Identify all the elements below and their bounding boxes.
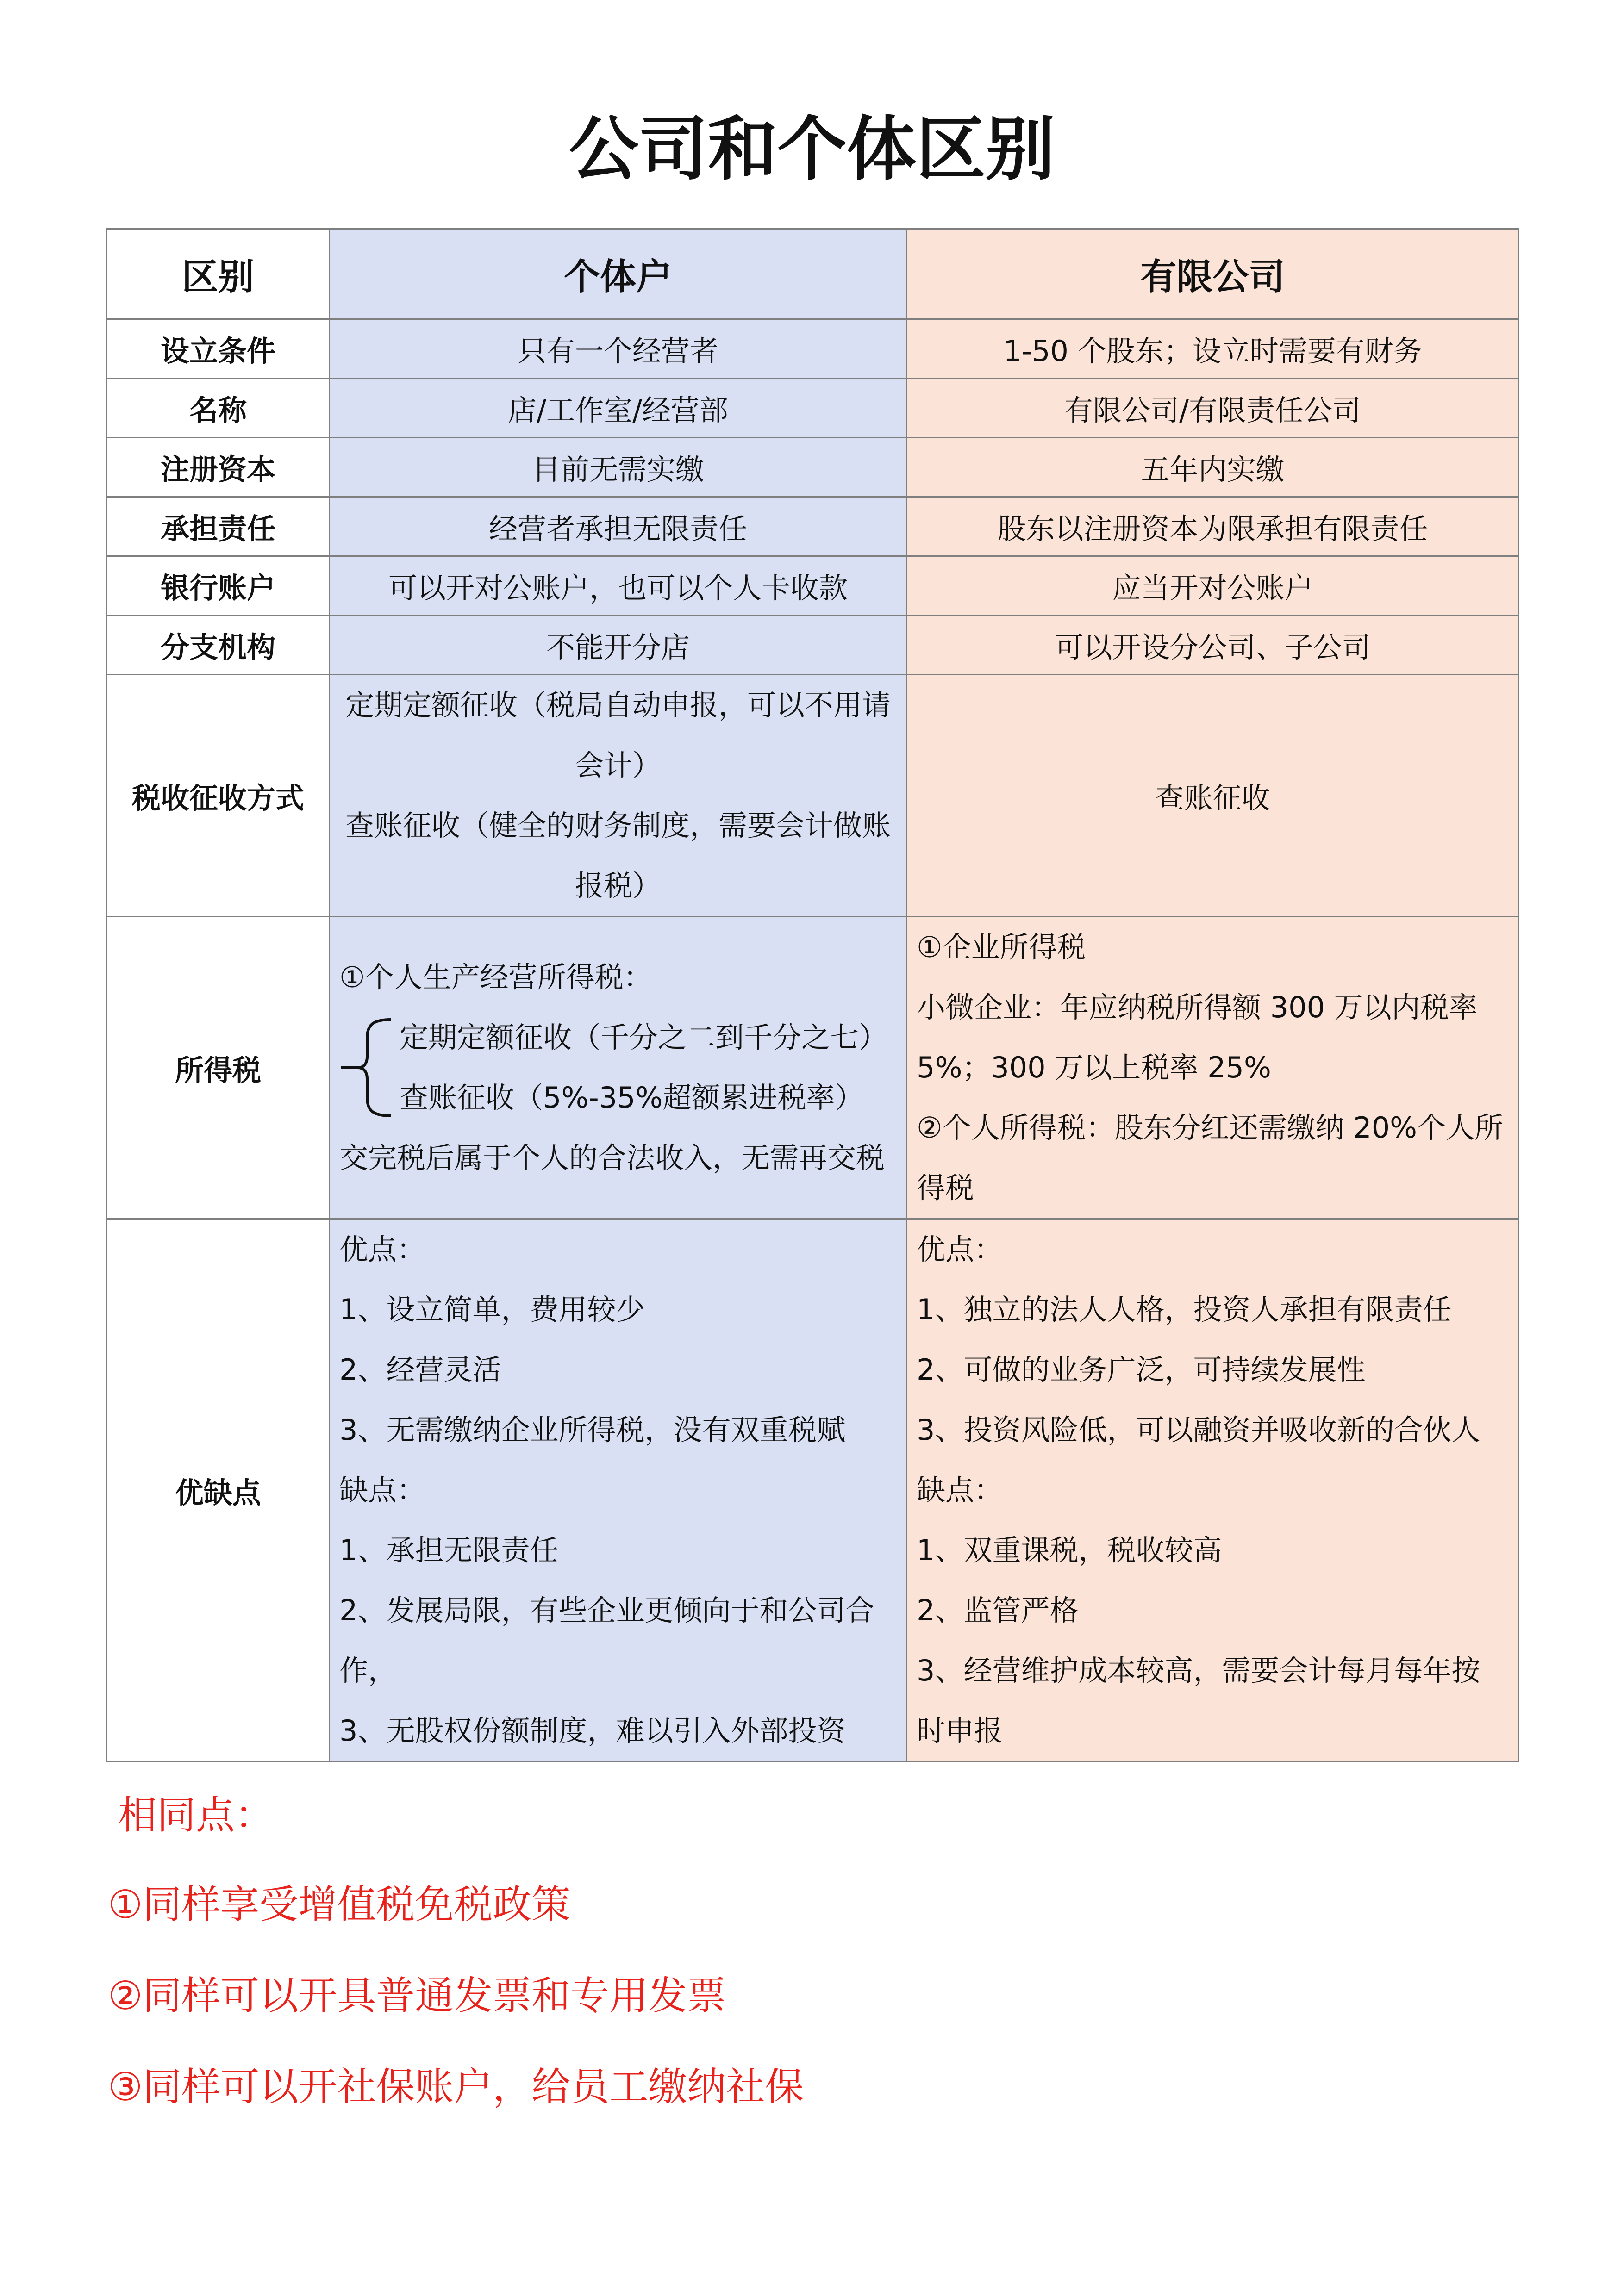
list-item: 1、承担无限责任 xyxy=(339,1533,559,1567)
individual-cell xyxy=(330,675,907,917)
brace-icon xyxy=(339,1016,395,1120)
list-item: 1、设立简单，费用较少 xyxy=(339,1293,645,1326)
list-item: 2、可做的业务广泛，可持续发展性 xyxy=(917,1353,1366,1387)
company-cell: 股东以注册资本为限承担有限责任 xyxy=(907,497,1519,556)
list-item: 1、双重课税，税收较高 xyxy=(917,1533,1222,1567)
row-label: 银行账户 xyxy=(107,556,330,616)
list-item: 2、经营灵活 xyxy=(339,1353,501,1387)
list-item: 3、经营维护成本较高，需要会计每月每年按时申报 xyxy=(917,1654,1480,1748)
individual-cell: 可以开对公账户，也可以个人卡收款 xyxy=(330,556,907,616)
same-point-item: ③同样可以开社保账户，给员工缴纳社保 xyxy=(108,2064,804,2109)
table-row xyxy=(107,616,1519,675)
list-item: 缺点： xyxy=(339,1473,426,1507)
income-tax-branches xyxy=(339,1008,897,1128)
company-dividend-tax: ②个人所得税：股东分红还需缴纳 20%个人所得税 xyxy=(917,1111,1504,1205)
tax-method-fixed: 定期定额征收（税局自动申报，可以不用请会计） xyxy=(345,688,891,782)
company-cell: 五年内实缴 xyxy=(907,438,1519,497)
comparison-table xyxy=(106,228,1519,1762)
row-label: 分支机构 xyxy=(107,616,330,675)
company-cell: 应当开对公账户 xyxy=(907,556,1519,616)
income-tax-row xyxy=(107,917,1519,1219)
list-item: 3、无股权份额制度，难以引入外部投资 xyxy=(339,1714,846,1748)
company-income-tax-title: ①企业所得税 xyxy=(917,930,1086,964)
table-row xyxy=(107,556,1519,616)
company-cell xyxy=(907,1219,1519,1762)
row-label: 注册资本 xyxy=(107,438,330,497)
list-item: 3、无需缴纳企业所得税，没有双重税赋 xyxy=(339,1413,846,1447)
individual-cell xyxy=(330,1219,907,1762)
tax-method-audit: 查账征收（健全的财务制度，需要会计做账报税） xyxy=(345,809,891,902)
list-item: 2、监管严格 xyxy=(917,1593,1079,1627)
list-item: 2、发展局限，有些企业更倾向于和公司合作， xyxy=(339,1593,874,1687)
company-cell: 查账征收 xyxy=(907,675,1519,917)
same-points-heading: 相同点： xyxy=(118,1792,274,1838)
same-point-item: ①同样享受增值税免税政策 xyxy=(108,1882,571,1927)
table-row xyxy=(107,319,1519,379)
header-individual: 个体户 xyxy=(330,229,907,319)
table-row xyxy=(107,438,1519,497)
company-cell xyxy=(907,917,1519,1219)
list-item: 1、独立的法人人格，投资人承担有限责任 xyxy=(917,1293,1452,1326)
list-item: 优点： xyxy=(339,1232,426,1266)
company-cell: 可以开设分公司、子公司 xyxy=(907,616,1519,675)
header-category: 区别 xyxy=(107,229,330,319)
income-tax-note: 交完税后属于个人的合法收入，无需再交税 xyxy=(339,1141,885,1175)
pros-cons-row xyxy=(107,1219,1519,1762)
list-item: 3、投资风险低，可以融资并吸收新的合伙人 xyxy=(917,1413,1480,1447)
row-label: 设立条件 xyxy=(107,319,330,379)
same-point-item: ②同样可以开具普通发票和专用发票 xyxy=(108,1973,726,2018)
company-cell: 1-50 个股东；设立时需要有财务 xyxy=(907,319,1519,379)
individual-cell: 目前无需实缴 xyxy=(330,438,907,497)
income-tax-heading: ①个人生产经营所得税： xyxy=(339,960,652,994)
company-cell: 有限公司/有限责任公司 xyxy=(907,379,1519,438)
income-tax-branch-audit: 查账征收（5%-35%超额累进税率） xyxy=(400,1081,864,1114)
row-label: 优缺点 xyxy=(107,1219,330,1762)
individual-cell: 只有一个经营者 xyxy=(330,319,907,379)
table-row xyxy=(107,497,1519,556)
row-label: 税收征收方式 xyxy=(107,675,330,917)
company-income-tax-rates: 小微企业：年应纳税所得额 300 万以内税率 5%；300 万以上税率 25% xyxy=(917,990,1478,1084)
table-row xyxy=(107,379,1519,438)
individual-cell: 经营者承担无限责任 xyxy=(330,497,907,556)
row-label: 名称 xyxy=(107,379,330,438)
page-title: 公司和个体区别 xyxy=(568,108,1055,190)
individual-cell xyxy=(330,917,907,1219)
individual-cell: 店/工作室/经营部 xyxy=(330,379,907,438)
list-item: 优点： xyxy=(917,1232,1003,1266)
row-label: 承担责任 xyxy=(107,497,330,556)
header-company: 有限公司 xyxy=(907,229,1519,319)
individual-cell: 不能开分店 xyxy=(330,616,907,675)
tax-row xyxy=(107,675,1519,917)
list-item: 缺点： xyxy=(917,1473,1003,1507)
row-label: 所得税 xyxy=(107,917,330,1219)
income-tax-branch-fixed: 定期定额征收（千分之二到千分之七） xyxy=(400,1020,888,1054)
table-header-row xyxy=(107,229,1519,319)
